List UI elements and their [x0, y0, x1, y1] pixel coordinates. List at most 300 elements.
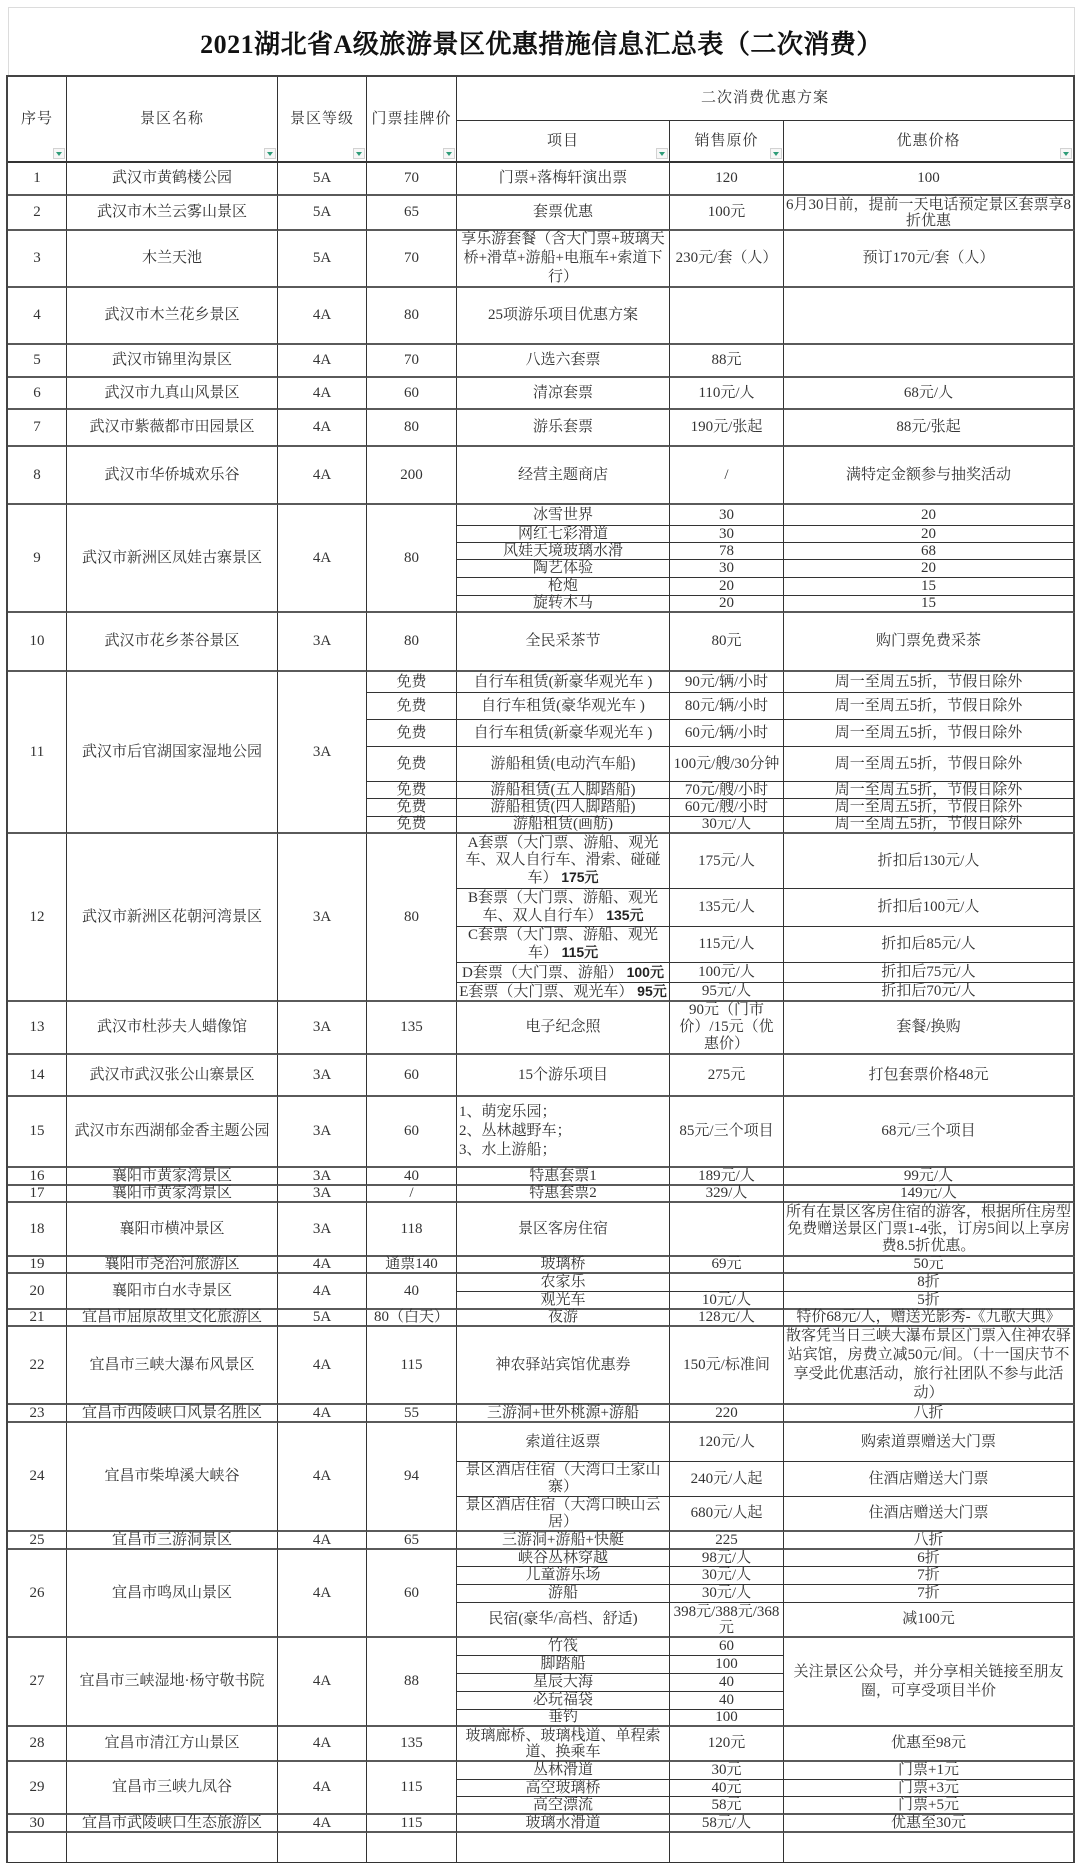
cell-original-price: 90元/辆/小时	[670, 672, 784, 693]
cell-item: 三游洞+世外桃源+游船	[457, 1405, 670, 1423]
cell-discount-price: 散客凭当日三峡大瀑布景区门票入住神农驿站宾馆，房费立减50元/间。（十一国庆节不享受此优惠活动，旅行社团队不参与此活动）	[784, 1327, 1075, 1405]
cell-original-price: 120元/人	[670, 1423, 784, 1462]
header-grade	[278, 77, 367, 163]
page-title: 2021湖北省A级旅游景区优惠措施信息汇总表（二次消费）	[8, 7, 1075, 77]
cell-item	[457, 1097, 670, 1168]
filter-dropdown-icon[interactable]	[1060, 148, 1072, 159]
cell-grade: 4A	[278, 288, 367, 345]
cell-original-price: 100元/人	[670, 963, 784, 983]
cell-item: 丛林滑道	[457, 1762, 670, 1780]
cell-item: 特惠套票1	[457, 1168, 670, 1186]
cell-item	[457, 927, 670, 963]
cell-item: 清凉套票	[457, 378, 670, 410]
cell-original-price: 90元（门市价）/15元（优惠价）	[670, 1002, 784, 1055]
cell-item: 玻璃廊桥、玻璃栈道、单程索道、换乘车	[457, 1727, 670, 1762]
cell-discount-price: 68元/人	[784, 378, 1075, 410]
cell-seq: 19	[8, 1257, 67, 1274]
cell-original-price: 98元/人	[670, 1550, 784, 1567]
cell-seq: 5	[8, 345, 67, 378]
cell-item: 游船租赁(四人脚踏船)	[457, 799, 670, 817]
cell-grade: 3A	[278, 613, 367, 672]
cell-original-price: 220	[670, 1405, 784, 1423]
cell-scenic-name: 武汉市锦里沟景区	[67, 345, 278, 378]
package-description: C套票（大门票、游船、观光车）	[467, 927, 658, 961]
cell-original-price: 58元	[670, 1797, 784, 1815]
cell-scenic-name: 武汉市武汉张公山寨景区	[67, 1055, 278, 1097]
cell-discount-price: 7折	[784, 1567, 1075, 1585]
cell-scenic-name: 宜昌市屈原故里文化旅游区	[67, 1310, 278, 1327]
cell-seq: 27	[8, 1638, 67, 1727]
cell-item: 玻璃水滑道	[457, 1815, 670, 1833]
cell-grade: 5A	[278, 231, 367, 288]
cell-grade: 4A	[278, 1423, 367, 1532]
cell-scenic-name: 武汉市后官湖国家湿地公园	[67, 672, 278, 834]
cell-ticket-price: 40	[367, 1274, 457, 1310]
cell-discount-price: 15	[784, 578, 1075, 596]
cell-grade: 5A	[278, 196, 367, 231]
cell-grade: 3A	[278, 1186, 367, 1203]
cell-grade: 4A	[278, 1274, 367, 1310]
cell-original-price: 40元	[670, 1780, 784, 1797]
cell-seq: 3	[8, 231, 67, 288]
cell-grade: 3A	[278, 1002, 367, 1055]
cell-ticket-price: 80	[367, 505, 457, 613]
cell-seq: 11	[8, 672, 67, 834]
cell-grade: 4A	[278, 1550, 367, 1638]
cell-original-price	[670, 1274, 784, 1292]
cell-grade: 4A	[278, 505, 367, 613]
cell-ticket-price: 60	[367, 1097, 457, 1168]
cell-item: 高空玻璃桥	[457, 1780, 670, 1797]
cell-discount-price: 68元/三个项目	[784, 1097, 1075, 1168]
cell-item: 特惠套票2	[457, 1186, 670, 1203]
cell-item: 垂钓	[457, 1710, 670, 1727]
cell-item: 套票优惠	[457, 196, 670, 231]
cell-discount-price: 预订170元/套（人）	[784, 231, 1075, 288]
cell-grade: 4A	[278, 378, 367, 410]
cell-discount-price: 购门票免费采茶	[784, 613, 1075, 672]
cell-original-price: 58元/人	[670, 1815, 784, 1833]
cell-ticket-price: 65	[367, 196, 457, 231]
cell-discount-price: 周一至周五5折，节假日除外	[784, 720, 1075, 747]
cell-ticket-price: 免费	[367, 782, 457, 799]
cell-seq: 29	[8, 1762, 67, 1815]
cell-seq: 12	[8, 834, 67, 1002]
cell-discount-price: 6月30日前，提前一天电话预定景区套票享8折优惠	[784, 196, 1075, 231]
cell-seq: 7	[8, 410, 67, 447]
cell-discount-price	[784, 288, 1075, 345]
cell-scenic-name: 木兰天池	[67, 231, 278, 288]
header-item	[457, 121, 670, 163]
package-description: D套票（大门票、游船）	[462, 964, 623, 981]
cell-scenic-name: 宜昌市鸣凤山景区	[67, 1550, 278, 1638]
cell-item: 自行车租赁(新豪华观光车 )	[457, 672, 670, 693]
filter-dropdown-icon[interactable]	[443, 148, 455, 159]
package-price-bold: 135元	[606, 907, 644, 923]
cell-discount-price: 满特定金额参与抽奖活动	[784, 447, 1075, 505]
cell-ticket-price: 60	[367, 1550, 457, 1638]
cell-ticket-price: 115	[367, 1327, 457, 1405]
cell-item: 星辰大海	[457, 1674, 670, 1692]
cell-seq: 28	[8, 1727, 67, 1762]
cell-seq: 9	[8, 505, 67, 613]
cell-original-price: 88元	[670, 345, 784, 378]
cell-scenic-name: 武汉市新洲区凤娃古寨景区	[67, 505, 278, 613]
cell-seq: 24	[8, 1423, 67, 1532]
cell-discount-price: 20	[784, 526, 1075, 543]
cell-ticket-price: 60	[367, 378, 457, 410]
cell-original-price: 100元/艘/30分钟	[670, 747, 784, 782]
cell-original-price: 20	[670, 578, 784, 596]
cell-item: 观光车	[457, 1292, 670, 1310]
cell-item: 享乐游套餐（含大门票+玻璃天桥+滑草+游船+电瓶车+索道下行）	[457, 231, 670, 288]
cell-item: 陶艺体验	[457, 560, 670, 578]
cell-item: 门票+落梅轩演出票	[457, 163, 670, 196]
cell-ticket-price: 135	[367, 1002, 457, 1055]
cell-original-price: 175元/人	[670, 834, 784, 889]
cell-item: 农家乐	[457, 1274, 670, 1292]
cell-grade: 4A	[278, 345, 367, 378]
cell-scenic-name: 武汉市九真山风景区	[67, 378, 278, 410]
header-scenic-name-label: 景区名称	[139, 110, 204, 127]
cell-seq: 22	[8, 1327, 67, 1405]
cell-seq: 4	[8, 288, 67, 345]
cell-discount-price: 周一至周五5折，节假日除外	[784, 782, 1075, 799]
cell-grade: 3A	[278, 672, 367, 834]
cell-grade: 4A	[278, 1532, 367, 1550]
cell-discount-price: 折扣后130元/人	[784, 834, 1075, 889]
cell-scenic-name: 宜昌市西陵峡口风景名胜区	[67, 1405, 278, 1423]
cell-discount-price: 周一至周五5折，节假日除外	[784, 799, 1075, 817]
header-seq	[8, 77, 67, 163]
cell-original-price: 110元/人	[670, 378, 784, 410]
header-grade-label: 景区等级	[289, 110, 354, 127]
cell-grade: 3A	[278, 1168, 367, 1186]
cell-item: 必玩福袋	[457, 1692, 670, 1710]
cell-original-price: 30元	[670, 1762, 784, 1780]
cell-item: 旋转木马	[457, 596, 670, 613]
cell-original-price: 30元/人	[670, 817, 784, 834]
cell-discount-price: 门票+5元	[784, 1797, 1075, 1815]
cell-item: 八选六套票	[457, 345, 670, 378]
filter-dropdown-icon[interactable]	[264, 148, 276, 159]
package-description: A套票（大门票、游船、观光车、双人自行车、滑索、碰碰车）	[465, 835, 661, 886]
cell-discount-price: 20	[784, 560, 1075, 578]
cell-item: 游船租赁(电动汽车船)	[457, 747, 670, 782]
cell-item: 竹筏	[457, 1638, 670, 1656]
cell-scenic-name: 宜昌市三峡九凤谷	[67, 1762, 278, 1815]
cell-grade: 5A	[278, 163, 367, 196]
cell-scenic-name: 宜昌市柴埠溪大峡谷	[67, 1423, 278, 1532]
cell-item: 峡谷丛林穿越	[457, 1550, 670, 1567]
cell-original-price: 135元/人	[670, 889, 784, 927]
cell-item	[457, 963, 670, 983]
cell-discount-price: 套餐/换购	[784, 1002, 1075, 1055]
header-ticket-price-label: 门票挂牌价	[371, 110, 452, 127]
cell-ticket-price: /	[367, 1186, 457, 1203]
cell-ticket-price: 80	[367, 410, 457, 447]
header-seq-label: 序号	[20, 110, 53, 127]
header-group-secondary-consumption: 二次消费优惠方案	[457, 77, 1075, 121]
cell-item: 自行车租赁(新豪华观光车 )	[457, 720, 670, 747]
cell-ticket-price: 免费	[367, 720, 457, 747]
cell-grade: 4A	[278, 1327, 367, 1405]
cell-ticket-price: 94	[367, 1423, 457, 1532]
cell-ticket-price: 免费	[367, 799, 457, 817]
cell-original-price: 10元/人	[670, 1292, 784, 1310]
cell-seq: 23	[8, 1405, 67, 1423]
header-ticket-price	[367, 77, 457, 163]
cell-ticket-price: 80（白天）	[367, 1310, 457, 1327]
cell-discount-price: 100	[784, 163, 1075, 196]
cell-item: 神农驿站宾馆优惠券	[457, 1327, 670, 1405]
cell-discount-price: 减100元	[784, 1603, 1075, 1638]
package-price-bold: 115元	[561, 944, 599, 960]
cell-discount-price	[784, 345, 1075, 378]
cell-item: 景区酒店住宿（大湾口土家山寨）	[457, 1462, 670, 1497]
cell-grade: 4A	[278, 1638, 367, 1727]
cell-discount-price: 8折	[784, 1274, 1075, 1292]
cell-original-price: 240元/人起	[670, 1462, 784, 1497]
cell-seq: 26	[8, 1550, 67, 1638]
cell-seq: 25	[8, 1532, 67, 1550]
cell-scenic-name: 武汉市东西湖郁金香主题公园	[67, 1097, 278, 1168]
cell-item: 网红七彩滑道	[457, 526, 670, 543]
cell-original-price: 190元/张起	[670, 410, 784, 447]
cell-original-price: 30	[670, 526, 784, 543]
cell-grade: 3A	[278, 1097, 367, 1168]
package-description: B套票（大门票、游船、观光车、双人自行车）	[467, 890, 658, 924]
cell-item: 全民采茶节	[457, 613, 670, 672]
cell-discount-price: 门票+1元	[784, 1762, 1075, 1780]
cell-seq: 20	[8, 1274, 67, 1310]
cell-grade: 3A	[278, 834, 367, 1002]
header-scenic-name	[67, 77, 278, 163]
cell-scenic-name: 宜昌市三游洞景区	[67, 1532, 278, 1550]
cell-ticket-price: 88	[367, 1638, 457, 1727]
cell-original-price: 680元/人起	[670, 1497, 784, 1532]
cell-grade: 5A	[278, 1310, 367, 1327]
cell-discount-price: 特价68元/人，赠送光影秀-《九歌大典》	[784, 1310, 1075, 1327]
cell-original-price: 398元/388元/368元	[670, 1603, 784, 1638]
cell-original-price: 40	[670, 1674, 784, 1692]
item-line: 2、丛林越野车；	[459, 1123, 572, 1139]
cell-ticket-price: 80	[367, 288, 457, 345]
cell-grade: 4A	[278, 1727, 367, 1762]
cell-original-price: 95元/人	[670, 983, 784, 1002]
discount-table	[6, 75, 1075, 1863]
cell-scenic-name: 武汉市杜莎夫人蜡像馆	[67, 1002, 278, 1055]
cell-grade: 3A	[278, 1055, 367, 1097]
cell-seq: 1	[8, 163, 67, 196]
cell-original-price: 120元	[670, 1727, 784, 1762]
cell-scenic-name: 襄阳市尧治河旅游区	[67, 1257, 278, 1274]
cell-original-price: 80元/辆/小时	[670, 693, 784, 720]
cell-ticket-price: 免费	[367, 747, 457, 782]
cell-item: 游船租赁(五人脚踏船)	[457, 782, 670, 799]
filter-dropdown-icon[interactable]	[353, 148, 365, 159]
cell-discount-price: 购索道票赠送大门票	[784, 1423, 1075, 1462]
cell-original-price: 150元/标准间	[670, 1327, 784, 1405]
cell-ticket-price: 40	[367, 1168, 457, 1186]
cell-seq: 6	[8, 378, 67, 410]
header-original-price	[670, 121, 784, 163]
cell-scenic-name: 武汉市华侨城欢乐谷	[67, 447, 278, 505]
cell-original-price: 69元	[670, 1257, 784, 1274]
cell-discount-price: 打包套票价格48元	[784, 1055, 1075, 1097]
cell-discount-price: 所有在景区客房住宿的游客，根据所住房型免费赠送景区门票1-4张，订房5间以上享房费8.5折优惠。	[784, 1203, 1075, 1257]
cell-item: 夜游	[457, 1310, 670, 1327]
cell-ticket-price: 80	[367, 834, 457, 1002]
cell-original-price: 60	[670, 1638, 784, 1656]
cell-original-price: 100	[670, 1656, 784, 1674]
cell-seq: 15	[8, 1097, 67, 1168]
cell-discount-price: 折扣后100元/人	[784, 889, 1075, 927]
package-description: E套票（大门票、观光车）	[459, 983, 634, 1000]
cell-original-price	[670, 1203, 784, 1257]
cell-scenic-name: 襄阳市白水寺景区	[67, 1274, 278, 1310]
cell-scenic-name: 宜昌市三峡湿地·杨守敬书院	[67, 1638, 278, 1727]
cell-ticket-price: 115	[367, 1815, 457, 1833]
cell-original-price: 230元/套（人）	[670, 231, 784, 288]
package-price-bold: 100元	[626, 963, 664, 980]
cell-ticket-price: 65	[367, 1532, 457, 1550]
cell-discount-price: 99元/人	[784, 1168, 1075, 1186]
cell-ticket-price: 70	[367, 163, 457, 196]
cell-discount-price: 住酒店赠送大门票	[784, 1497, 1075, 1532]
cell-original-price: 30元/人	[670, 1567, 784, 1585]
cell-item	[457, 983, 670, 1002]
cell-scenic-name: 武汉市木兰云雾山景区	[67, 196, 278, 231]
cell-seq: 16	[8, 1168, 67, 1186]
cell-original-price: 225	[670, 1532, 784, 1550]
cell-item: 枪炮	[457, 578, 670, 596]
cell-scenic-name: 武汉市花乡茶谷景区	[67, 613, 278, 672]
cell-item: 游乐套票	[457, 410, 670, 447]
cell-discount-price: 20	[784, 505, 1075, 526]
cell-discount-price: 住酒店赠送大门票	[784, 1462, 1075, 1497]
cell-grade: 4A	[278, 1405, 367, 1423]
cell-item: 景区客房住宿	[457, 1203, 670, 1257]
cell-original-price: 100	[670, 1710, 784, 1727]
cell-original-price: /	[670, 447, 784, 505]
cell-discount-price: 6折	[784, 1550, 1075, 1567]
cell-ticket-price: 118	[367, 1203, 457, 1257]
cell-original-price: 30	[670, 505, 784, 526]
cell-seq: 8	[8, 447, 67, 505]
cell-ticket-price: 70	[367, 231, 457, 288]
cell-grade: 4A	[278, 1257, 367, 1274]
cell-discount-price: 周一至周五5折，节假日除外	[784, 817, 1075, 834]
cell-grade: 4A	[278, 1762, 367, 1815]
cell-scenic-name: 宜昌市武陵峡口生态旅游区	[67, 1815, 278, 1833]
cell-seq: 21	[8, 1310, 67, 1327]
cell-ticket-price: 115	[367, 1762, 457, 1815]
cell-item: 经营主题商店	[457, 447, 670, 505]
cell-discount-price: 68	[784, 543, 1075, 560]
cell-discount-price: 八折	[784, 1405, 1075, 1423]
item-line: 3、水上游船；	[459, 1142, 557, 1158]
cell-discount-price: 7折	[784, 1585, 1075, 1603]
cell-ticket-price: 135	[367, 1727, 457, 1762]
cell-original-price: 80元	[670, 613, 784, 672]
cell-discount-price: 折扣后70元/人	[784, 983, 1075, 1002]
cell-original-price	[670, 288, 784, 345]
header-discount-price-label: 优惠价格	[896, 132, 961, 149]
cell-item: 儿童游乐场	[457, 1567, 670, 1585]
cell-seq: 14	[8, 1055, 67, 1097]
cell-discount-price: 优惠至30元	[784, 1815, 1075, 1833]
cell-discount-price: 50元	[784, 1257, 1075, 1274]
cell-item: 三游洞+游船+快艇	[457, 1532, 670, 1550]
cell-original-price: 60元/辆/小时	[670, 720, 784, 747]
cell-item: 游船租赁(画舫)	[457, 817, 670, 834]
cell-item: 玻璃桥	[457, 1257, 670, 1274]
cell-seq: 10	[8, 613, 67, 672]
cell-original-price: 70元/艘/小时	[670, 782, 784, 799]
cell-discount-price: 优惠至98元	[784, 1727, 1075, 1762]
cell-original-price: 40	[670, 1692, 784, 1710]
cell-discount-price: 折扣后85元/人	[784, 927, 1075, 963]
cell-grade: 3A	[278, 1203, 367, 1257]
cell-grade: 4A	[278, 447, 367, 505]
cell-item: 25项游乐项目优惠方案	[457, 288, 670, 345]
cell-original-price: 120	[670, 163, 784, 196]
cell-item: 民宿(豪华/高档、舒适)	[457, 1603, 670, 1638]
cell-discount-price: 88元/张起	[784, 410, 1075, 447]
cell-item: 景区酒店住宿（大湾口映山云居）	[457, 1497, 670, 1532]
cell-item: 脚踏船	[457, 1656, 670, 1674]
cell-original-price: 78	[670, 543, 784, 560]
cell-original-price: 189元/人	[670, 1168, 784, 1186]
cell-original-price: 20	[670, 596, 784, 613]
header-discount-price	[784, 121, 1075, 163]
cell-ticket-price: 免费	[367, 817, 457, 834]
cell-item: 风娃天境玻璃水滑	[457, 543, 670, 560]
cell-scenic-name: 襄阳市黄家湾景区	[67, 1168, 278, 1186]
cell-ticket-price: 55	[367, 1405, 457, 1423]
cell-scenic-name: 宜昌市三峡大瀑布风景区	[67, 1327, 278, 1405]
cell-original-price: 115元/人	[670, 927, 784, 963]
cell-discount-price: 149元/人	[784, 1186, 1075, 1203]
cell-original-price: 30	[670, 560, 784, 578]
cell-seq: 30	[8, 1815, 67, 1833]
filter-dropdown-icon[interactable]	[53, 148, 65, 159]
filter-dropdown-icon[interactable]	[770, 148, 782, 159]
cell-scenic-name: 襄阳市黄家湾景区	[67, 1186, 278, 1203]
cell-item: 游船	[457, 1585, 670, 1603]
cell-scenic-name: 武汉市新洲区花朝河湾景区	[67, 834, 278, 1002]
cell-scenic-name: 武汉市紫薇都市田园景区	[67, 410, 278, 447]
cell-seq: 13	[8, 1002, 67, 1055]
header-original-price-label: 销售原价	[694, 132, 759, 149]
cell-ticket-price: 70	[367, 345, 457, 378]
filter-dropdown-icon[interactable]	[656, 148, 668, 159]
cell-ticket-price: 通票140	[367, 1257, 457, 1274]
cell-discount-price: 折扣后75元/人	[784, 963, 1075, 983]
cell-discount-price: 八折	[784, 1532, 1075, 1550]
cell-discount-price: 15	[784, 596, 1075, 613]
cell-grade: 4A	[278, 410, 367, 447]
cell-item: 高空漂流	[457, 1797, 670, 1815]
cell-original-price: 100元	[670, 196, 784, 231]
cell-item	[457, 889, 670, 927]
header-item-label: 项目	[546, 132, 579, 149]
cell-original-price: 85元/三个项目	[670, 1097, 784, 1168]
cell-ticket-price: 免费	[367, 672, 457, 693]
cell-scenic-name: 武汉市木兰花乡景区	[67, 288, 278, 345]
cell-ticket-price: 80	[367, 613, 457, 672]
